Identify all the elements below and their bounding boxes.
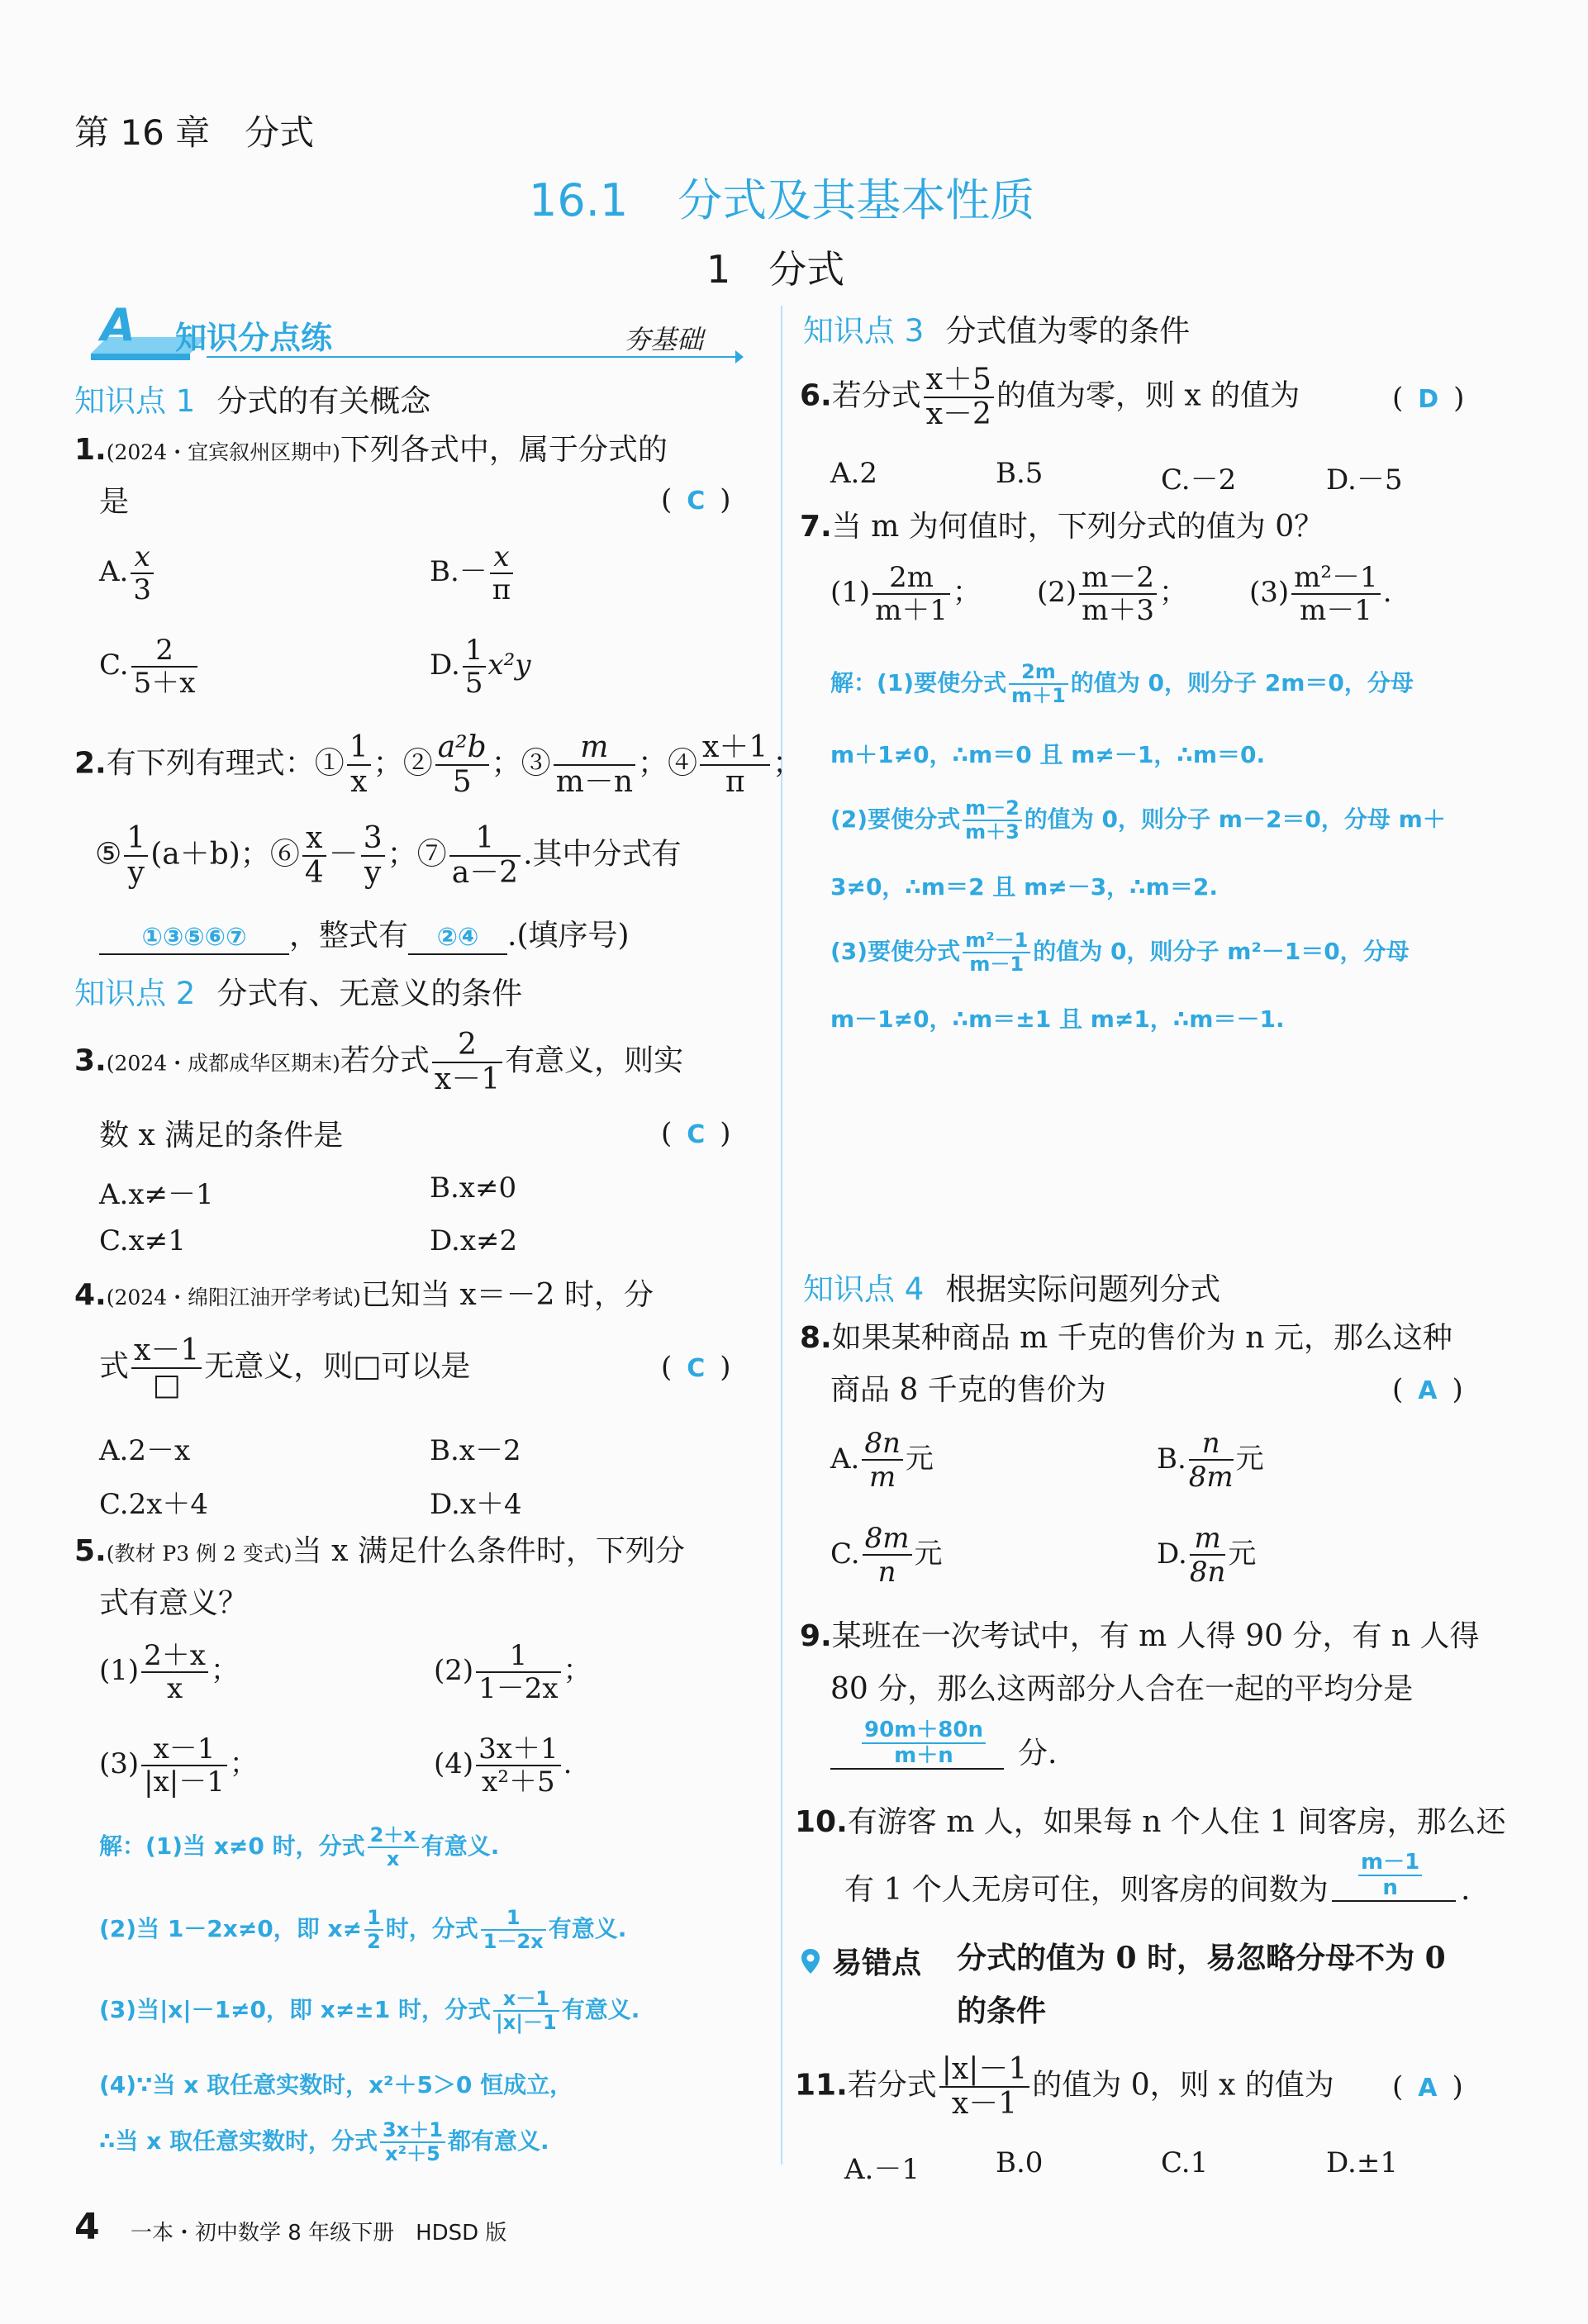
question-5-cont: 式有意义？ (99, 1586, 249, 1620)
question-text-cont: 是 (99, 485, 130, 519)
knowledge-point-3: 知识点 3 分式值为零的条件 (803, 313, 1191, 349)
question-text: 下列各式中，属于分式的 (340, 433, 668, 467)
option-b: B.x≠0 (430, 1172, 517, 1205)
question-7: 7.当 m 为何值时，下列分式的值为 0？ (800, 510, 1324, 544)
knowledge-point-4: 知识点 4 根据实际问题列分式 (803, 1271, 1221, 1307)
part-1: (1) $\frac{2+x}{x}$ ； (99, 1639, 239, 1706)
error-point-text: 分式的值为 0 时，易忽略分母不为 0 (957, 1941, 1446, 1975)
question-2-fill: ①③⑤⑥⑦ ，整式有 ②④ .(填序号) (99, 917, 630, 955)
fill-answer-2: ②④ (408, 922, 507, 955)
question-9: 9.某班在一次考试中，有 m 人得 90 分，有 n 人得 (800, 1619, 1480, 1653)
option-c: C.－2 (1161, 463, 1237, 497)
answer-paren: ( C ) (661, 1117, 731, 1150)
option-c: C.2x＋4 (99, 1488, 209, 1521)
section-number: 16.1 (529, 174, 629, 226)
question-3-cont: 数 x 满足的条件是 (99, 1119, 344, 1152)
solution-5-line-4: (4)∵当 x 取任意实数时，x²＋5＞0 恒成立， (99, 2071, 573, 2098)
column-divider (781, 306, 782, 2165)
knowledge-point-1 (74, 376, 430, 421)
answer-paren: ( C ) (661, 483, 731, 516)
option-d: D.x≠2 (430, 1224, 518, 1257)
question-10: 10.有游客 m 人，如果每 n 个人住 1 间客房，那么还 (795, 1805, 1506, 1839)
fill-answer-1: ①③⑤⑥⑦ (99, 922, 289, 955)
part-2: (2) $\frac{m-2}{m+3}$ ； (1037, 561, 1188, 628)
question-9-cont: 80 分，那么这两部分人合在一起的平均分是 (830, 1672, 1414, 1706)
question-9-end: 分. (1018, 1737, 1058, 1770)
solution-5-line-5: ∴当 x 取任意实数时，分式 $\frac{3x+1}{\text{x²＋5}}$ 都有意义. (99, 2118, 549, 2165)
solution-7-line-3: (2)要使分式 $\frac{m-2}{m+3}$ 的值为 0，则分子 m－2＝0，分母 m＋ (830, 796, 1446, 844)
answer-paren: ( A ) (1392, 1373, 1463, 1406)
option-d: D.－5 (1326, 463, 1403, 497)
answer: C (687, 487, 706, 516)
question-10-end: . (1461, 1873, 1471, 1907)
option-b: B. $\frac{n}{8m}$元 (1157, 1427, 1264, 1495)
solution-7-line-5: (3)要使分式 $\frac{\text{m²－1}}{m-1}$ 的值为 0，则分子 m²－1＝0，分母 (830, 929, 1410, 976)
part-3: (3) $\frac{x-1}{|x|-1}$ ； (99, 1732, 258, 1799)
option-b: B.x－2 (430, 1434, 521, 1467)
question-10-fill: $\frac{m-1}{n}$ (1332, 1851, 1456, 1902)
question-number: 1. (74, 433, 107, 467)
kp-title: 分式的有关概念 (216, 383, 431, 419)
knowledge-point-2: 知识点 2 分式有、无意义的条件 (74, 976, 523, 1011)
subsection-name: 分式 (768, 247, 845, 292)
option-c: C.1 (1161, 2146, 1209, 2179)
banner (83, 299, 752, 364)
question-2: 2.有下列有理式：① $\frac{1}{x}$ ；② $\frac{\text{a²b}}{5}$ ；③ $\frac{m}{m-n}$ ；④ $\frac{x+1}{\pi}$ ； (74, 730, 803, 800)
solution-5-line-2: (2)当 1－2x≠0，即 x≠ $\frac{1}{2}$ 时，分式 $\frac{1}{1-2x}$ 有意义. (99, 1906, 627, 1953)
answer-paren: ( A ) (1392, 2070, 1463, 2103)
option-a: A.2 (830, 457, 877, 490)
solution-7-line-6: m－1≠0，∴m＝±1 且 m≠1，∴m＝－1. (830, 1005, 1285, 1033)
option-d: D. $\frac{1}{5}$ x²y (430, 634, 531, 701)
question-4: 4.(2024・绵阳江油开学考试)已知当 x＝－2 时，分 (74, 1278, 654, 1312)
part-4: (4) $\frac{3x+1}{\text{x²＋5}}$ . (434, 1732, 573, 1799)
question-10-cont: 有 1 个人无房可住，则客房的间数为 (844, 1873, 1329, 1907)
solution-7-line-1: 解：(1)要使分式 $\frac{2m}{m+1}$ 的值为 0，则分子 2m＝0，分母 (830, 660, 1414, 707)
error-point-label: 易错点 (832, 1946, 922, 1980)
solution-5-line-3: (3)当|x|－1≠0，即 x≠±1 时，分式 $\frac{x-1}{|x|-1}$ 有意义. (99, 1987, 640, 2034)
banner-letter: A (101, 299, 136, 351)
location-pin-icon (800, 1947, 821, 1975)
part-1: (1) $\frac{2m}{m+1}$ ； (830, 561, 982, 628)
option-d: D. $\frac{m}{8n}$元 (1157, 1522, 1257, 1590)
option-a: A.2－x (99, 1434, 191, 1467)
subsection-title (706, 240, 844, 294)
question-1 (74, 431, 668, 468)
part-2: (2) $\frac{1}{1-2x}$ ； (434, 1639, 592, 1706)
option-c: C. $\frac{2}{5+x}$ (99, 634, 200, 699)
question-5: 5.(教材 P3 例 2 变式)当 x 满足什么条件时，下列分 (74, 1534, 685, 1568)
option-a: A.x≠－1 (99, 1178, 214, 1211)
subsection-number: 1 (706, 247, 731, 292)
option-b: B.－ $\frac{x}{\pi}$ (430, 541, 516, 606)
option-c: C.x≠1 (99, 1224, 186, 1257)
section-name: 分式及其基本性质 (678, 174, 1035, 226)
banner-subtitle: 夯基础 (624, 325, 704, 354)
option-d: D.x＋4 (430, 1488, 522, 1521)
error-point (800, 1940, 921, 1982)
footer-text: 一本・初中数学 8 年级下册 HDSD 版 (131, 2221, 507, 2246)
question-2-cont: ⑤ $\frac{1}{y}$ (a＋b)；⑥ $\frac{x}{4}$ － $\frac{3}{y}$ ；⑦ $\frac{1}{a-2}$ .其中分式有 (95, 821, 682, 891)
question-8-cont: 商品 8 千克的售价为 (830, 1373, 1106, 1407)
question-3: 3.(2024・成都成华区期末)若分式 $\frac{2}{x-1}$ 有意义，则实 (74, 1028, 684, 1097)
page-number: 4 (74, 2206, 100, 2248)
solution-7-line-2: m＋1≠0，∴m＝0 且 m≠－1，∴m＝0. (830, 741, 1266, 768)
question-11: 11.若分式 $\frac{|x|-1}{x-1}$ 的值为 0，则 x 的值为 (795, 2052, 1334, 2122)
question-source: (2024・宜宾叙州区期中) (106, 440, 340, 464)
question-8: 8.如果某种商品 m 千克的售价为 n 元，那么这种 (800, 1321, 1452, 1355)
error-point-text-cont: 的条件 (957, 1994, 1047, 2028)
answer-paren: ( D ) (1392, 382, 1465, 415)
question-4-cont: 式 $\frac{x-1}{□}$ 无意义，则□可以是 (99, 1333, 471, 1403)
banner-title: 知识分点练 (175, 320, 333, 356)
option-a: A.－1 (844, 2153, 920, 2186)
section-title (529, 165, 1034, 229)
answer-paren: ( C ) (661, 1351, 731, 1384)
option-d: D.±1 (1326, 2146, 1398, 2179)
option-b: B.0 (996, 2146, 1044, 2179)
solution-5-line-1: 解：(1)当 x≠0 时，分式 $\frac{2+x}{x}$ 有意义. (99, 1823, 500, 1870)
question-6: 6.若分式 $\frac{x+5}{x-2}$ 的值为零，则 x 的值为 (800, 363, 1300, 432)
chapter-title: 第 16 章 分式 (74, 112, 315, 153)
solution-7-line-4: 3≠0，∴m＝2 且 m≠－3，∴m＝2. (830, 873, 1218, 901)
option-b: B.5 (996, 457, 1044, 490)
part-3: (3) $\frac{\text{m²－1}}{m-1}$ . (1249, 561, 1392, 628)
option-c: C. $\frac{8m}{n}$元 (830, 1522, 943, 1590)
question-9-fill: $\frac{90m+80n}{m+n}$ (830, 1718, 1004, 1770)
option-a: A. $\frac{x}{3}$ (99, 541, 156, 606)
option-a: A. $\frac{8n}{m}$元 (830, 1427, 934, 1495)
kp-label: 知识点 1 (74, 383, 196, 419)
